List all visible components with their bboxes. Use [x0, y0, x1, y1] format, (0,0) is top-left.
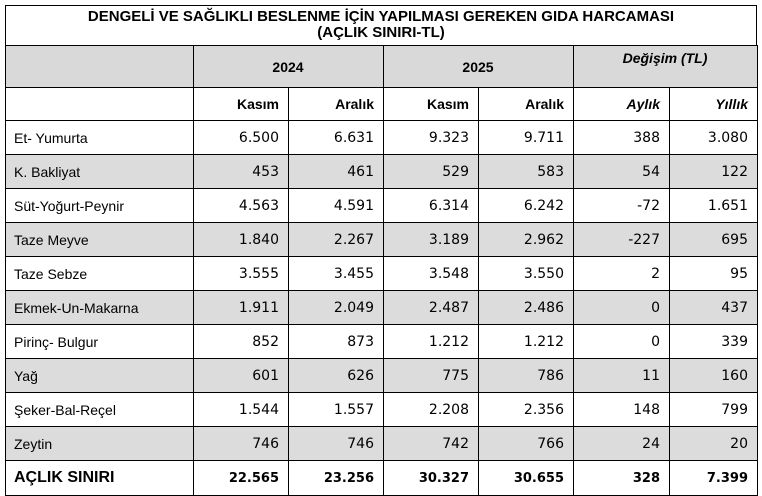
cell-yillik: 339	[670, 325, 758, 359]
header-aralik-2025: Aralık	[479, 88, 574, 121]
row-label: Et- Yumurta	[6, 121, 194, 155]
header-kasim-2025: Kasım	[384, 88, 479, 121]
cell-yillik: 799	[670, 393, 758, 427]
header-corner	[6, 46, 194, 88]
cell-kasim-2024: 746	[194, 427, 289, 461]
cell-kasim-2024: 6.500	[194, 121, 289, 155]
total-kasim-2025: 30.327	[384, 461, 479, 496]
header-row-years	[6, 46, 758, 88]
header-empty	[6, 88, 194, 121]
cell-yillik: 20	[670, 427, 758, 461]
table-row	[6, 155, 758, 189]
cell-kasim-2024: 4.563	[194, 189, 289, 223]
cell-aralik-2025: 786	[479, 359, 574, 393]
cell-aylik: 148	[574, 393, 670, 427]
cell-kasim-2025: 775	[384, 359, 479, 393]
cell-aralik-2024: 1.557	[289, 393, 384, 427]
row-label: Zeytin	[6, 427, 194, 461]
header-aylik: Aylık	[574, 88, 670, 121]
cell-kasim-2025: 742	[384, 427, 479, 461]
cell-kasim-2025: 6.314	[384, 189, 479, 223]
header-year-2025: 2025	[384, 46, 574, 88]
cell-aralik-2024: 2.267	[289, 223, 384, 257]
table-row	[6, 189, 758, 223]
cell-yillik: 122	[670, 155, 758, 189]
total-aralik-2024: 23.256	[289, 461, 384, 496]
cell-kasim-2024: 1.911	[194, 291, 289, 325]
row-label: Pirinç- Bulgur	[6, 325, 194, 359]
table-row	[6, 325, 758, 359]
total-row	[6, 461, 758, 496]
cell-aylik: 388	[574, 121, 670, 155]
header-kasim-2024: Kasım	[194, 88, 289, 121]
cell-aylik: 2	[574, 257, 670, 291]
header-change: Değişim (TL)	[574, 46, 758, 88]
row-label: K. Bakliyat	[6, 155, 194, 189]
cell-aylik: -227	[574, 223, 670, 257]
cell-aylik: 0	[574, 291, 670, 325]
cell-aralik-2025: 2.356	[479, 393, 574, 427]
table-row	[6, 257, 758, 291]
header-row-months	[6, 88, 758, 121]
total-kasim-2024: 22.565	[194, 461, 289, 496]
cell-aralik-2025: 2.962	[479, 223, 574, 257]
cell-kasim-2024: 601	[194, 359, 289, 393]
cell-kasim-2025: 1.212	[384, 325, 479, 359]
table-title-line1: DENGELİ VE SAĞLIKLI BESLENME İÇİN YAPILMASI GEREKEN GIDA HARCAMASI	[87, 8, 675, 25]
cell-kasim-2025: 2.208	[384, 393, 479, 427]
cell-aralik-2025: 3.550	[479, 257, 574, 291]
cell-aralik-2025: 583	[479, 155, 574, 189]
table-row	[6, 121, 758, 155]
total-aylik: 328	[574, 461, 670, 496]
row-label: Ekmek-Un-Makarna	[6, 291, 194, 325]
header-year-2024: 2024	[194, 46, 384, 88]
cell-aralik-2024: 4.591	[289, 189, 384, 223]
total-yillik: 7.399	[670, 461, 758, 496]
cell-aralik-2024: 6.631	[289, 121, 384, 155]
table-row	[6, 223, 758, 257]
cell-aralik-2025: 766	[479, 427, 574, 461]
cell-kasim-2024: 1.840	[194, 223, 289, 257]
table-title-line2: (AÇLIK SINIRI-TL)	[317, 24, 445, 41]
row-label: Taze Sebze	[6, 257, 194, 291]
cell-kasim-2024: 852	[194, 325, 289, 359]
data-table	[5, 45, 758, 496]
row-label: Yağ	[6, 359, 194, 393]
table-row	[6, 393, 758, 427]
table-row	[6, 359, 758, 393]
cell-yillik: 437	[670, 291, 758, 325]
cell-aralik-2024: 3.455	[289, 257, 384, 291]
cell-kasim-2025: 529	[384, 155, 479, 189]
cell-aylik: 0	[574, 325, 670, 359]
table-row	[6, 291, 758, 325]
cell-kasim-2024: 1.544	[194, 393, 289, 427]
cell-aralik-2025: 9.711	[479, 121, 574, 155]
row-label: Şeker-Bal-Reçel	[6, 393, 194, 427]
cell-yillik: 3.080	[670, 121, 758, 155]
cell-aylik: -72	[574, 189, 670, 223]
table-title	[5, 5, 757, 46]
cell-kasim-2025: 3.548	[384, 257, 479, 291]
cell-aralik-2025: 6.242	[479, 189, 574, 223]
cell-aralik-2025: 1.212	[479, 325, 574, 359]
table-body	[6, 121, 758, 496]
cell-aylik: 54	[574, 155, 670, 189]
cell-aralik-2024: 746	[289, 427, 384, 461]
cell-yillik: 95	[670, 257, 758, 291]
cell-aralik-2024: 873	[289, 325, 384, 359]
cell-aylik: 24	[574, 427, 670, 461]
table-row	[6, 427, 758, 461]
cell-kasim-2025: 9.323	[384, 121, 479, 155]
cell-yillik: 160	[670, 359, 758, 393]
cell-aralik-2024: 461	[289, 155, 384, 189]
row-label: Süt-Yoğurt-Peynir	[6, 189, 194, 223]
cell-kasim-2024: 3.555	[194, 257, 289, 291]
row-label: Taze Meyve	[6, 223, 194, 257]
total-label: AÇLIK SINIRI	[6, 461, 194, 496]
cell-kasim-2025: 2.487	[384, 291, 479, 325]
header-aralik-2024: Aralık	[289, 88, 384, 121]
cell-aralik-2024: 626	[289, 359, 384, 393]
header-yillik: Yıllık	[670, 88, 758, 121]
cell-aralik-2024: 2.049	[289, 291, 384, 325]
cell-kasim-2024: 453	[194, 155, 289, 189]
cell-yillik: 695	[670, 223, 758, 257]
cell-yillik: 1.651	[670, 189, 758, 223]
total-aralik-2025: 30.655	[479, 461, 574, 496]
cell-aylik: 11	[574, 359, 670, 393]
cell-kasim-2025: 3.189	[384, 223, 479, 257]
cell-aralik-2025: 2.486	[479, 291, 574, 325]
